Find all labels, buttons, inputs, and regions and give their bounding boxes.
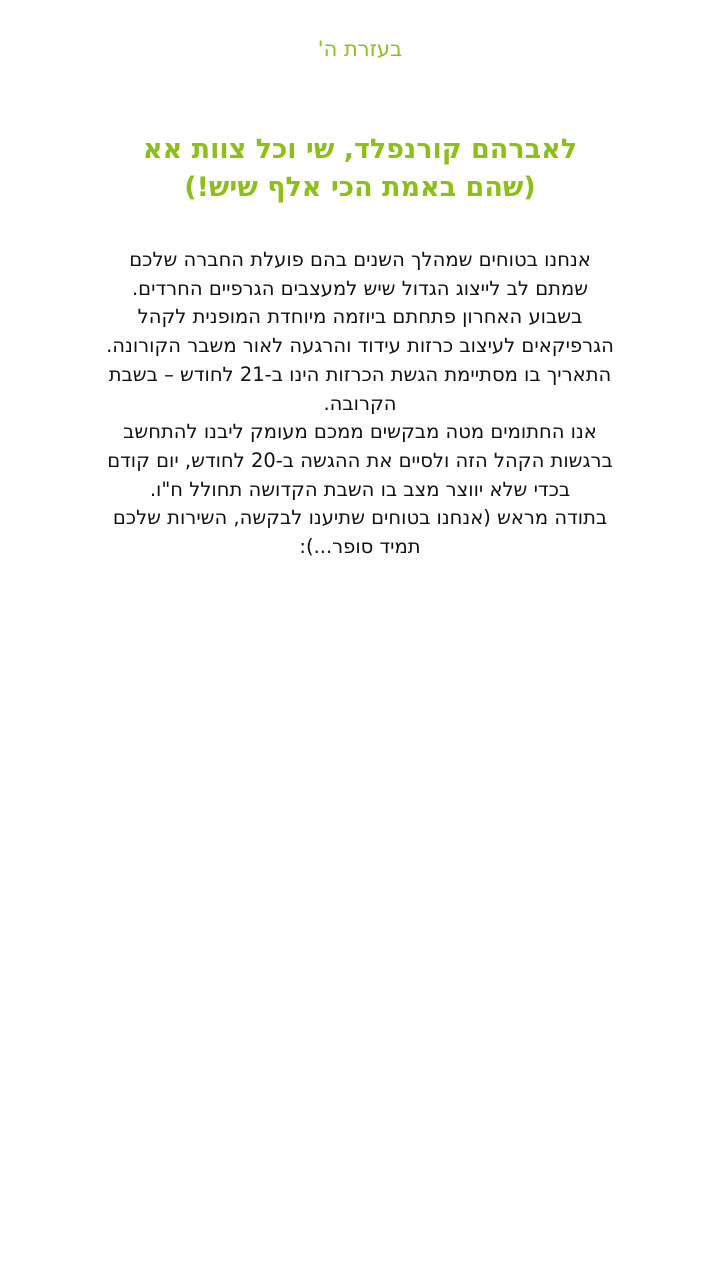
body-paragraph-2: בשבוע האחרון פתחתם ביוזמה מיוחדת המופנית לקהל הגרפיקאים לעיצוב כרזות עידוד והרגעה לאור משבר הקורונה. התאריך בו מסתיימת הגשת הכרזות הינו ב-21 לחודש – בשבת הקרובה. <box>106 305 614 415</box>
body-paragraph-3: אנו החתומים מטה מבקשים ממכם מעומק ליבנו להתחשב ברגשות הקהל הזה ולסיים את ההגשה ב-20 לחודש, יום קודם בכדי שלא יווצר מצב בו השבת הקדושה תחולל ח"ו. <box>107 420 613 501</box>
body-paragraph-1: אנחנו בטוחים שמהלך השנים בהם פועלת החברה שלכם שמתם לב לייצוג הגדול שיש למעצבים הגרפיים החרדים. <box>129 248 591 300</box>
letter-title <box>60 131 660 207</box>
title-line-1: לאברהם קורנפלד, שי וכל צוות אא <box>142 134 578 165</box>
blessing-header: בעזרת ה' <box>317 37 403 61</box>
title-line-2: (שהם באמת הכי אלף שיש!) <box>184 172 536 203</box>
body-paragraph-4: בתודה מראש (אנחנו בטוחים שתיענו לבקשה, השירות שלכם תמיד סופר...): <box>112 506 608 559</box>
letter-body <box>100 246 620 562</box>
